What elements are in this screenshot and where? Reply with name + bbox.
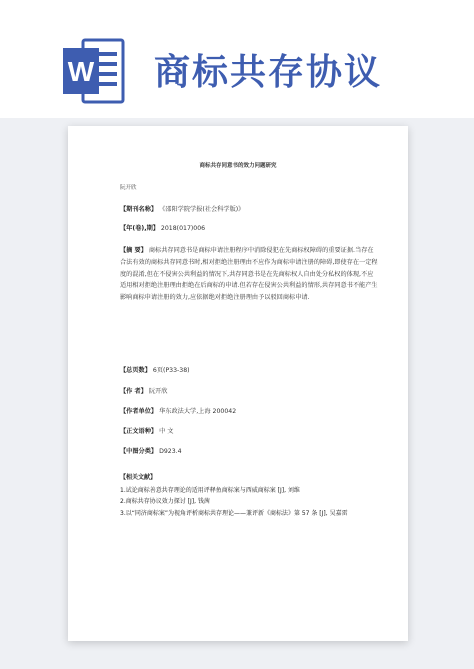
field-label: 【中图分类】 xyxy=(120,448,158,455)
svg-text:W: W xyxy=(67,56,95,87)
field-value: 6页(P33-38) xyxy=(152,367,190,374)
field-label: 【作 者】 xyxy=(120,388,147,395)
field-affiliation xyxy=(120,406,378,417)
field-value: 华东政法大学,上海 200042 xyxy=(159,408,237,415)
field-author xyxy=(120,386,378,397)
field-value: 商标共存同意书是商标申请注册程序中消除侵犯在先商标权障碍的重要证据.当存在合法有效的商标共存同意书时,相对拒绝注册理由不应作为商标申请注册的障碍,即使存在一定程度的混淆,但在不侵害公共利益的情况下,共存同意书是在先商标权人自由处分私权的体现,不应适用相对拒绝注册理由拒绝在后商标的申请.但若存在侵害公共利益的情形,共存同意书不能产生影响商标申请注册的效力,应依据绝对拒绝注册理由予以驳回商标申请. xyxy=(120,247,378,302)
field-value: 2018(017)006 xyxy=(160,225,206,232)
references-section xyxy=(120,472,382,519)
field-label: 【年(卷),期】 xyxy=(120,225,159,232)
reference-item: 2.商标共存协议效力探讨 [J], 钱茜 xyxy=(120,498,210,505)
header-banner xyxy=(0,0,474,118)
field-value: 《邵阳学院学报(社会科学版)》 xyxy=(159,206,245,213)
field-journal xyxy=(120,204,378,215)
word-document-icon xyxy=(63,38,125,104)
field-pages xyxy=(120,365,378,376)
reference-item: 3.以“同济商标案”为视角评析商标共存理论——兼评新《商标法》第 57 条 [J], 吴嘉雷 xyxy=(120,509,348,517)
field-label: 【摘 要】 xyxy=(120,247,147,254)
field-language xyxy=(120,426,378,437)
header-title: 商标共存协议 xyxy=(154,52,383,93)
field-clc xyxy=(120,446,378,457)
document-page xyxy=(68,126,408,641)
document-author: 阮开欣 xyxy=(120,185,137,191)
reference-item: 1.试论商标善意共存理论的适用评释鱼商标案与西威商标案 [J], 刘维 xyxy=(120,486,300,494)
field-label: 【作者单位】 xyxy=(120,408,158,415)
field-label: 【总页数】 xyxy=(120,367,151,374)
field-abstract xyxy=(120,245,378,304)
field-value: 中 文 xyxy=(159,428,174,435)
field-value: 阮开欣 xyxy=(148,388,168,395)
field-label: 【期刊名称】 xyxy=(120,206,158,213)
document-title: 商标共存同意书的效力问题研究 xyxy=(199,163,277,169)
references-heading: 【相关文献】 xyxy=(120,474,157,481)
field-year-issue xyxy=(120,223,378,234)
field-value: D923.4 xyxy=(159,448,182,455)
field-label: 【正文语种】 xyxy=(120,428,158,435)
